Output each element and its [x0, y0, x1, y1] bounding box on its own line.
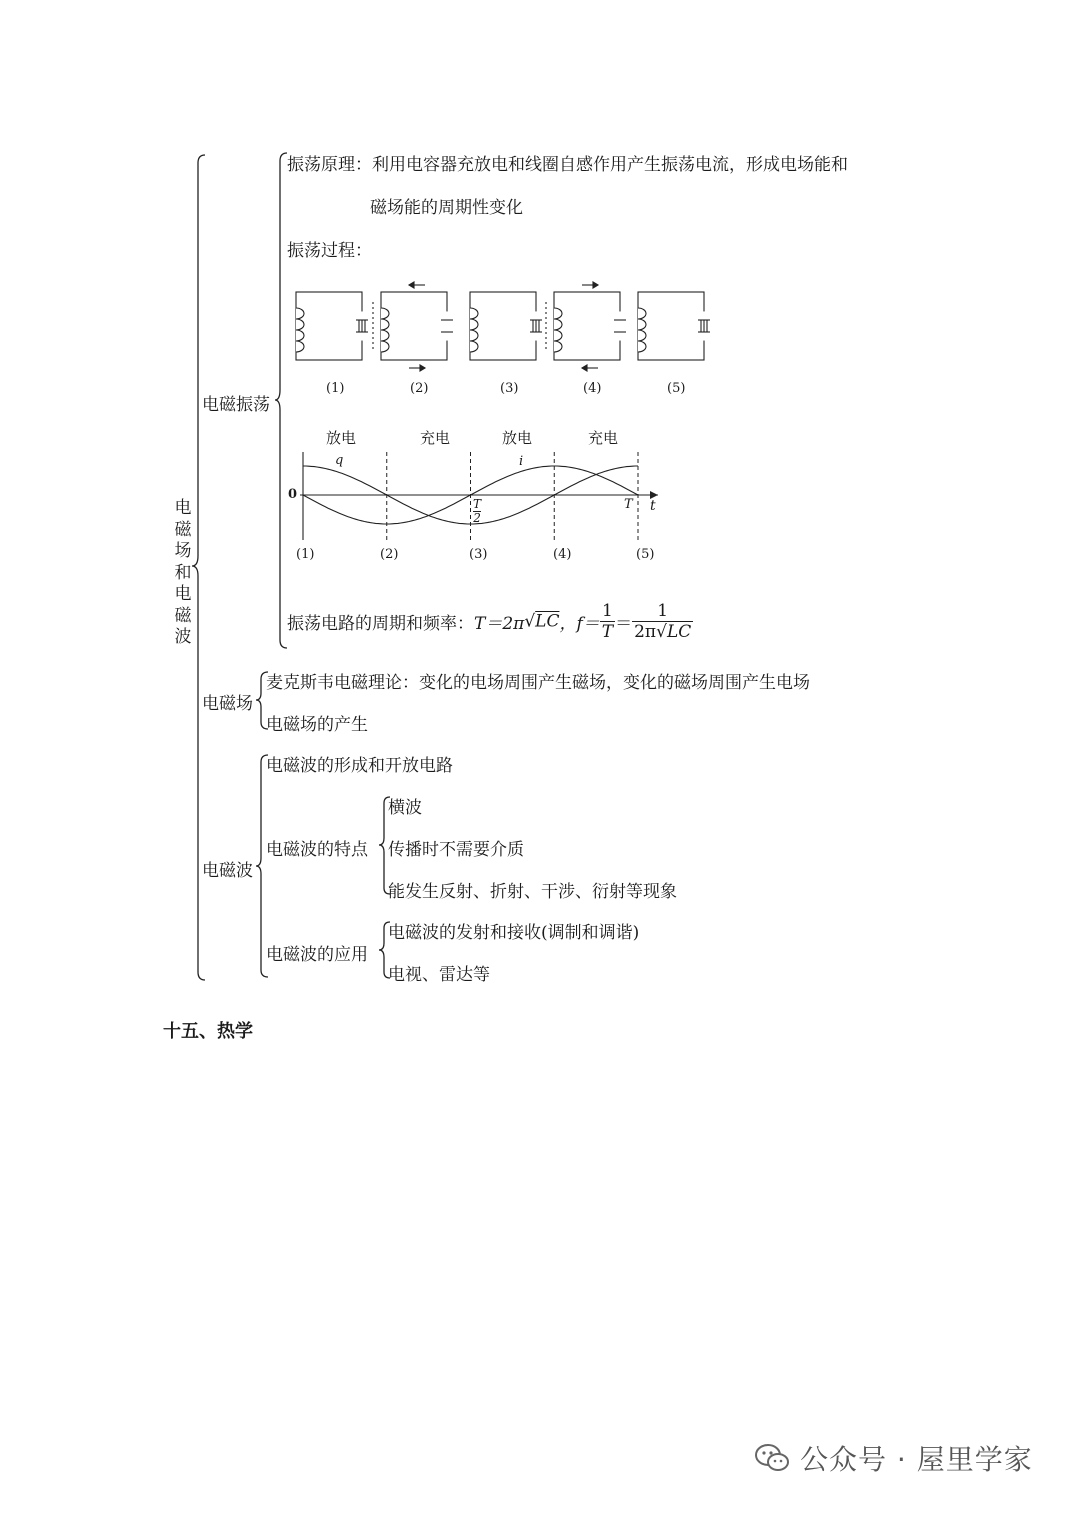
circuit-label-5: (5) [667, 381, 686, 396]
circuit-1 [296, 292, 369, 360]
origin-label: 0 [288, 487, 298, 502]
oscillation-label: 电磁振荡 [202, 395, 270, 415]
oscillation-graph [300, 452, 658, 540]
q-label: q [335, 453, 344, 468]
principle-line1: 振荡原理：利用电容器充放电和线圈自感作用产生振荡电流，形成电场能和 [287, 155, 848, 175]
point-label-1: (1) [296, 547, 315, 562]
fraction-1-over-T: $\frac{1}{T}$ [601, 601, 614, 642]
circuit-4 [546, 282, 627, 371]
formula-f: ，f＝ [559, 614, 600, 634]
features-label: 电磁波的特点 [266, 840, 368, 860]
circuit-label-2: (2) [410, 381, 429, 396]
oscillation-circuits [296, 282, 711, 371]
half-period-label: T 2 [473, 497, 482, 525]
point-label-3: (3) [469, 547, 488, 562]
application-tv-radar: 电视、雷达等 [388, 965, 490, 985]
circuit-3 [470, 292, 543, 360]
circuit-label-4: (4) [583, 381, 602, 396]
watermark [754, 1438, 1033, 1478]
application-label: 电磁波的应用 [266, 945, 368, 965]
i-label: i [519, 454, 524, 469]
principle-line2: 磁场能的周期性变化 [370, 198, 523, 218]
feature-no-medium: 传播时不需要介质 [388, 840, 524, 860]
point-label-5: (5) [636, 547, 655, 562]
feature-phenomena: 能发生反射、折射、干涉、衍射等现象 [388, 882, 677, 902]
phase-label-2: 充电 [420, 429, 451, 447]
period-frequency-formula: 振荡电路的周期和频率：T＝2π√LC，f＝ $\frac{1}{T}$ ＝ $\frac{1}{2\pi√LC}$ [287, 601, 692, 642]
application-transmit: 电磁波的发射和接收(调制和调谐) [388, 923, 640, 943]
t-axis-label: t [650, 498, 656, 514]
wave-formation: 电磁波的形成和开放电路 [266, 756, 453, 776]
circuit-label-1: (1) [326, 381, 345, 396]
phase-label-4: 充电 [588, 429, 619, 447]
process-label: 振荡过程： [287, 241, 372, 261]
oscillation-brace [275, 153, 287, 648]
point-label-2: (2) [380, 547, 399, 562]
formula-prefix: 振荡电路的周期和频率： [287, 614, 474, 634]
feature-transverse: 横波 [388, 798, 422, 818]
field-generation: 电磁场的产生 [266, 715, 368, 735]
circuit-2 [373, 282, 454, 371]
wechat-icon [754, 1442, 790, 1474]
watermark-text: 公众号 · 屋里学家 [800, 1443, 1033, 1476]
formula-T: T＝2π [474, 614, 525, 634]
fraction-1-over-2pi-sqrtLC: $\frac{1}{2\pi√LC}$ [634, 601, 692, 642]
maxwell-theory: 麦克斯韦电磁理论：变化的电场周围产生磁场，变化的磁场周围产生电场 [266, 673, 810, 693]
period-label: T [624, 497, 633, 512]
wave-label: 电磁波 [202, 861, 253, 881]
field-label: 电磁场 [202, 694, 253, 714]
root-label: 电磁场和电磁波 [174, 498, 192, 647]
phase-label-3: 放电 [502, 429, 533, 447]
phase-label-1: 放电 [326, 429, 357, 447]
section-heading: 十五、热学 [163, 1021, 253, 1042]
circuit-label-3: (3) [500, 381, 519, 396]
point-label-4: (4) [553, 547, 572, 562]
formula-LC: LC [535, 611, 560, 632]
circuit-5 [638, 292, 711, 360]
